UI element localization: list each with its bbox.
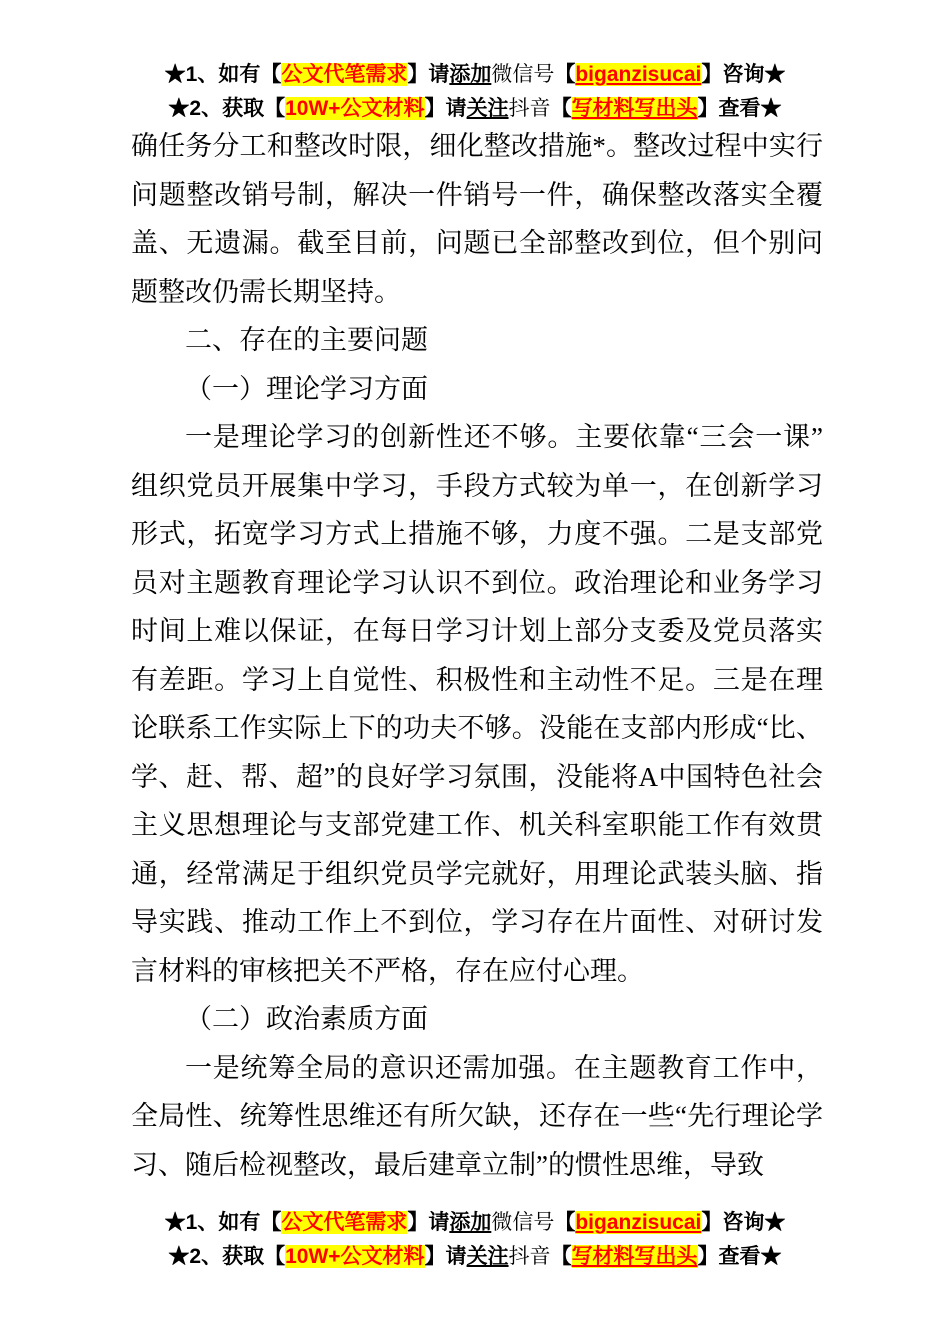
ad-text: ★1、如有【 [164,63,282,86]
footer-ad-line-1 [0,1206,950,1240]
ad-text: 【 [550,1245,572,1268]
paragraph-political-quality-issues: 一是统筹全局的意识还需加强。在主题教育工作中，全局性、统筹性思维还有所欠缺，还存在一些“先行理论学习、随后检视整改，最后建章立制”的惯性思维，导致 [131,1052,823,1180]
ad-text: 】咨询★ [701,1211,786,1234]
ad-text: 抖音 [508,1245,551,1268]
ad-text: 【 [554,1211,576,1234]
ad-text: 】查看★ [697,97,782,120]
footer-ad-watermark [0,1206,950,1274]
ad-text: 微信号 [491,63,555,86]
ad-highlight-materials: 10W+公文材料 [285,1245,425,1268]
header-ad-line-2 [0,92,950,126]
ad-highlight-service: 公文代笔需求 [281,1211,408,1234]
ad-wechat-id: biganzisucai [575,1211,702,1234]
ad-text: 】查看★ [697,1245,782,1268]
header-ad-line-1 [0,58,950,92]
ad-text: 】咨询★ [701,63,786,86]
ad-text: ★2、获取【 [168,97,286,120]
ad-underline-follow: 关注 [466,1245,509,1268]
heading-theory-study: （一）理论学习方面 [185,373,428,404]
ad-text: ★1、如有【 [164,1211,282,1234]
ad-text: 】请 [407,63,450,86]
ad-text: 【 [550,97,572,120]
footer-ad-line-2 [0,1240,950,1274]
header-ad-watermark [0,58,950,126]
ad-text: 【 [554,63,576,86]
ad-douyin-account: 写材料写出头 [571,97,698,120]
ad-underline-follow: 关注 [466,97,509,120]
ad-highlight-service: 公文代笔需求 [281,63,408,86]
heading-political-quality: （二）政治素质方面 [185,1004,428,1034]
ad-wechat-id: biganzisucai [575,63,702,86]
heading-main-problems: 二、存在的主要问题 [185,325,428,355]
ad-text: 】请 [424,97,467,120]
paragraph-rectification-continuation: 确任务分工和整改时限，细化整改措施*。整改过程中实行问题整改销号制，解决一件销号一件，确保整改落实全覆盖、无遗漏。截至目前，问题已全部整改到位，但个别问题整改仍需长期坚持。 [131,131,823,307]
ad-text: 微信号 [491,1211,555,1234]
ad-text: 】请 [407,1211,450,1234]
ad-text: ★2、获取【 [168,1245,286,1268]
paragraph-theory-study-issues: 一是理论学习的创新性还不够。主要依靠“三会一课”组织党员开展集中学习，手段方式较为单一，在创新学习形式，拓宽学习方式上措施不够，力度不强。二是支部党员对主题教育理论学习认识不到位。政治理论和业务学习时间上难以保证，在每日学习计划上部分支委及党员落实有差距。学习上自觉性、积极性和主动性不足。三是在理论联系工作实际上下的功夫不够。没能在支部内形成“比、学、赶、帮、超”的良好学习氛围，没能将A中国特色社会主义思想理论与支部党建工作、机关科室职能工作有效贯通，经常满足于组织党员学完就好，用理论武装头脑、指导实践、推动工作上不到位，学习存在片面性、对研讨发言材料的审核把关不严格，存在应付心理。 [131,422,823,986]
ad-text: 抖音 [508,97,551,120]
ad-douyin-account: 写材料写出头 [571,1245,698,1268]
ad-text: 】请 [424,1245,467,1268]
ad-underline-add: 添加 [449,63,492,86]
ad-highlight-materials: 10W+公文材料 [285,97,425,120]
ad-underline-add: 添加 [449,1211,492,1234]
document-body [131,122,823,1204]
